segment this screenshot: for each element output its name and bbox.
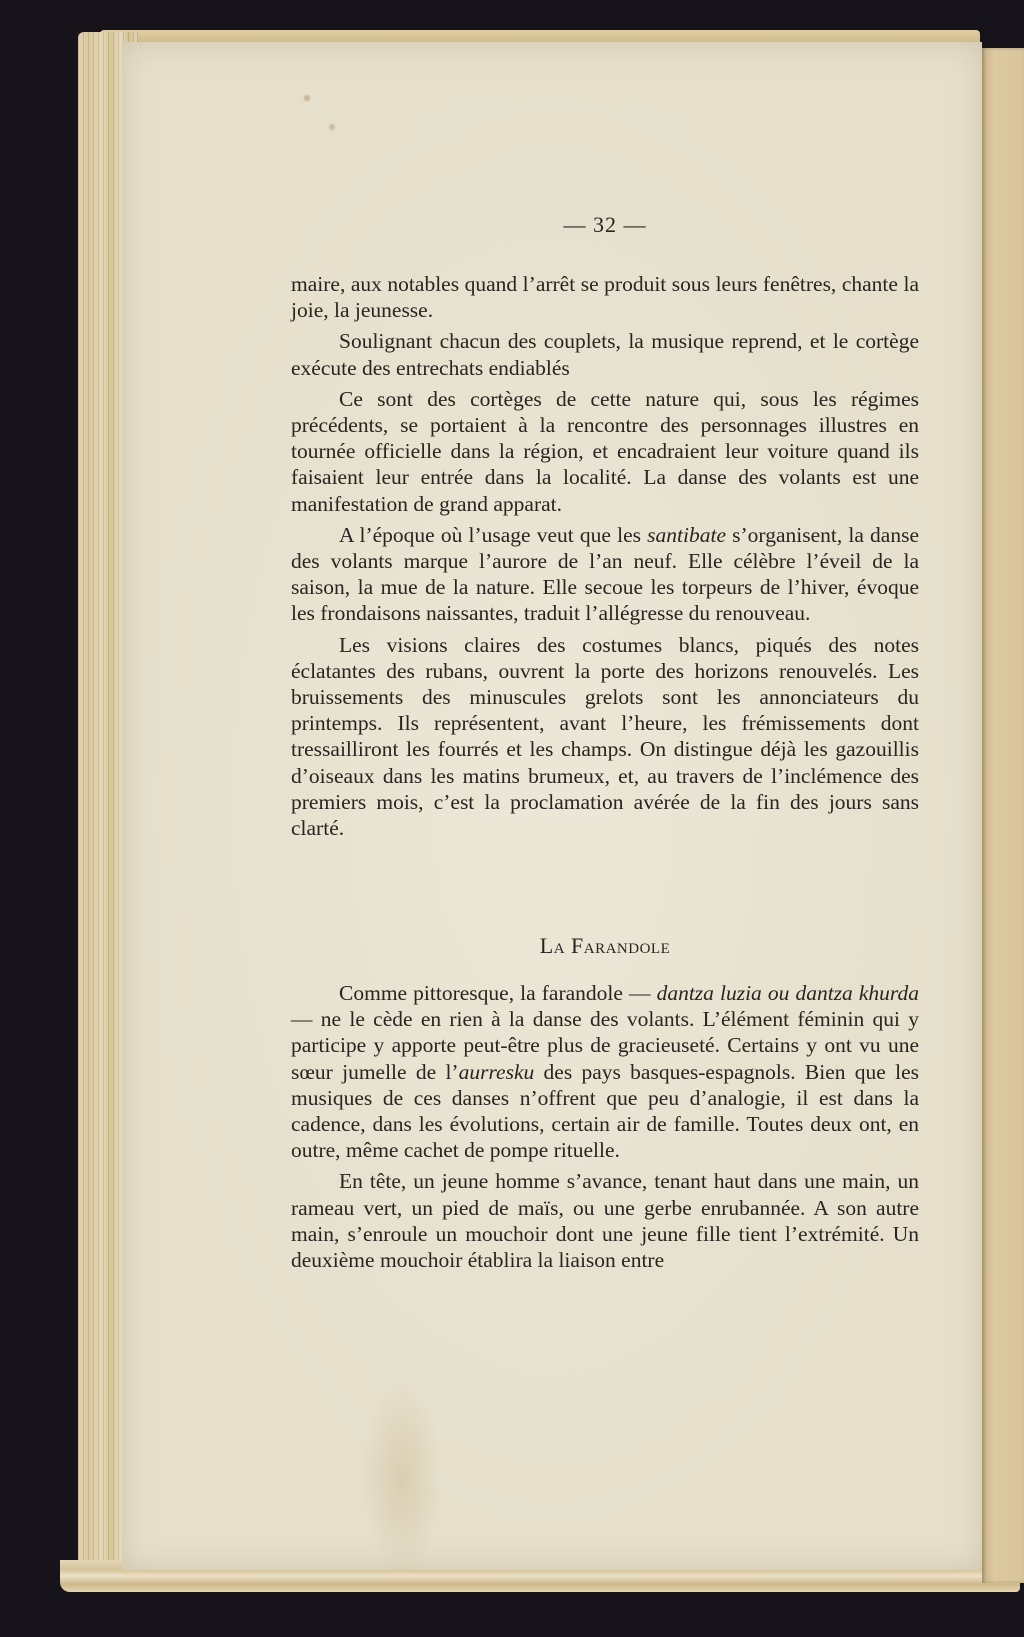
paragraph bbox=[291, 1168, 919, 1273]
paragraph bbox=[291, 386, 919, 517]
text-run: Ce sont des cortèges de cette nature qui, sous les régimes précédents, se portaient à la rencontre des personnages illustres en tournée officielle dans la région, et encadraient leur voiture quand ils faisaient leur entrée dans la localité. La danse des volants est une manifestation de grand apparat. bbox=[291, 386, 919, 516]
page-number: — 32 — bbox=[563, 212, 647, 237]
text-run: Les visions claires des costumes blancs, piqués des notes éclatantes des rubans, ouvrent la porte des horizons renouvelés. Les bruissements des minuscules grelots sont les annonciateurs du printemps. Ils représentent, avant l’heure, les frémissements dont tressailliront les fourrés et les champs. On distingue déjà les gazouillis d’oiseaux dans les matins brumeux, et, au travers de l’inclémence des premiers mois, c’est la proclamation avérée de la fin des jours sans clarté. bbox=[291, 632, 919, 841]
paragraph bbox=[291, 980, 919, 1163]
section-volants bbox=[291, 271, 919, 841]
text-run: des pays basques-espagnols. Bien que les musiques de ces danses n’offrent que peu d’analogie, il est dans la cadence, dans les évolutions, certain air de famille. Toutes deux ont, en outre, même cachet de pompe rituelle. bbox=[291, 1059, 919, 1163]
facing-page-edge bbox=[982, 48, 1024, 1583]
section-heading: La Farandole bbox=[539, 933, 671, 958]
text-run: Comme pittoresque, la farandole — bbox=[339, 981, 657, 1005]
section-farandole bbox=[291, 980, 919, 1273]
text-run: Soulignant chacun des couplets, la musique reprend, et le cortège exécute des entrechats endiablés bbox=[291, 329, 919, 380]
text-run: s’organisent, la danse des volants marque l’aurore de l’an neuf. Elle célèbre l’éveil de la saison, la mue de la nature. Elle secoue les torpeurs de l’hiver, évoque les frondaisons naissantes, traduit l’allégresse du renouveau. bbox=[291, 522, 919, 626]
paragraph bbox=[291, 328, 919, 380]
italic-term: santibate bbox=[647, 522, 726, 547]
italic-term: aurresku bbox=[458, 1059, 535, 1084]
text-run: maire, aux notables quand l’arrêt se produit sous leurs fenêtres, chante la joie, la jeunesse. bbox=[291, 272, 919, 323]
paragraph bbox=[291, 271, 919, 323]
text-run: En tête, un jeune homme s’avance, tenant haut dans une main, un rameau vert, un pied de maïs, ou une gerbe enrubannée. A son autre main, s’enroule un mouchoir dont une jeune fille tient l’extrémité. Un deuxième mouchoir établira la liaison entre bbox=[291, 1169, 919, 1273]
italic-term: dantza luzia ou dantza khurda bbox=[656, 981, 919, 1005]
paragraph bbox=[291, 522, 919, 627]
text-run: — ne le cède en rien à la danse des volants. L’élément féminin qui y participe y apporte peut-être plus de gracieuseté. Certains y ont vu une sœur jumelle de l’ bbox=[291, 1007, 919, 1084]
paragraph bbox=[291, 632, 919, 842]
text-run: A l’époque où l’usage veut que les bbox=[339, 522, 648, 547]
